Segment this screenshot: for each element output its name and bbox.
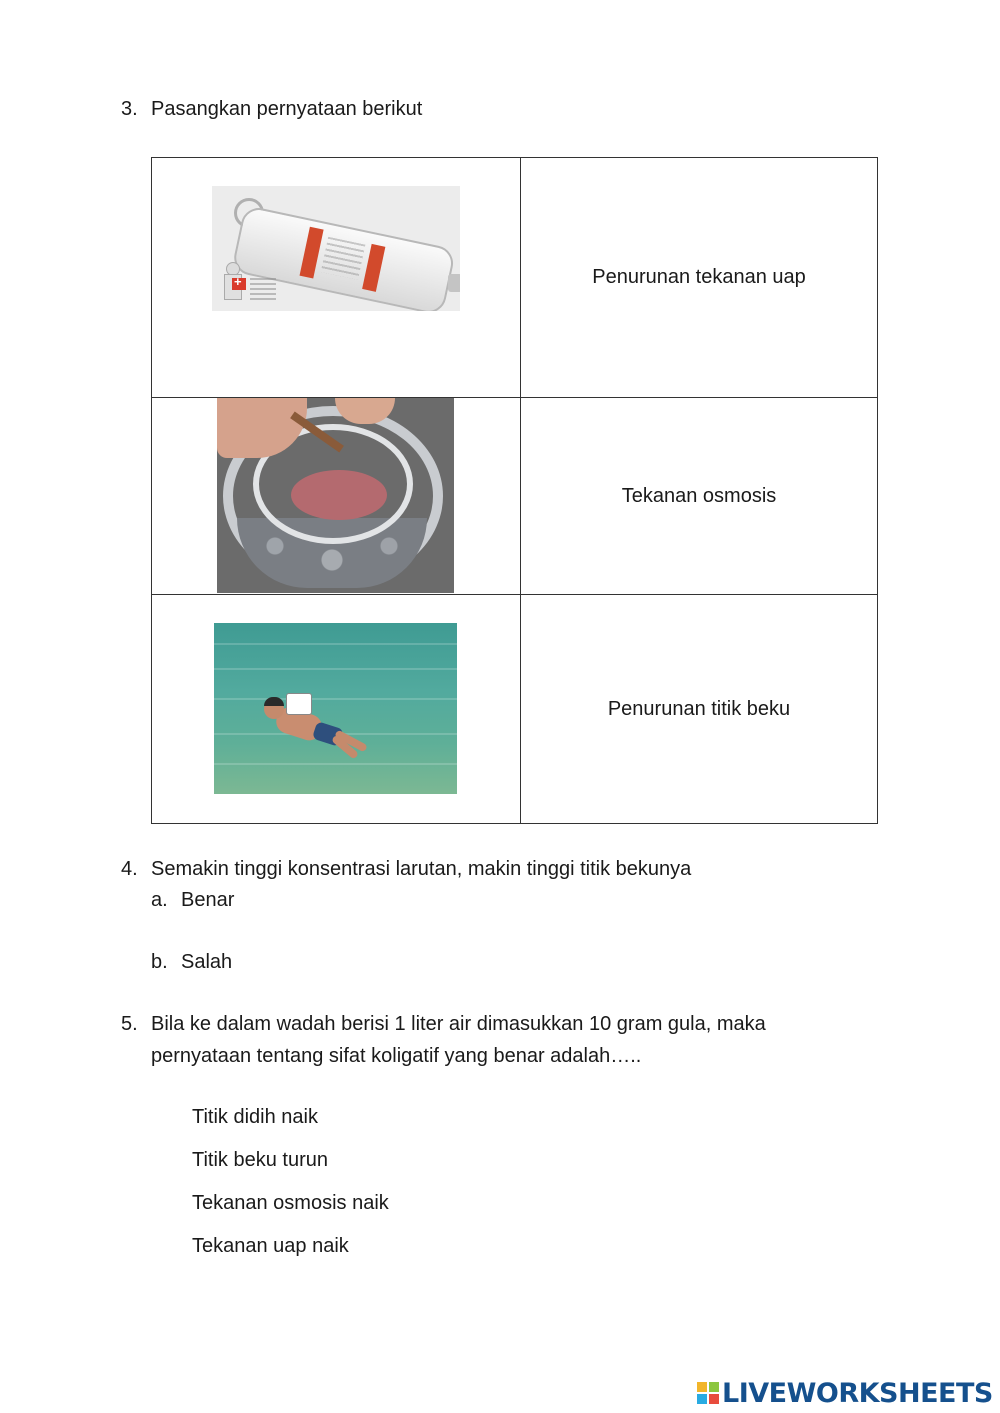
question-3-text: Pasangkan pernyataan berikut bbox=[151, 98, 423, 120]
liveworksheets-logo[interactable] bbox=[697, 1378, 993, 1408]
question-5-text-line2: pernyataan tentang sifat koligatif yang benar adalah….. bbox=[151, 1045, 642, 1067]
matching-table bbox=[151, 157, 878, 824]
image-cell bbox=[152, 398, 521, 594]
ice-cream-pot-icon bbox=[217, 398, 454, 593]
image-caption bbox=[250, 278, 276, 300]
question-3-number: 3. bbox=[121, 98, 138, 120]
logo-text: LIVEWORKSHEETS bbox=[722, 1377, 993, 1409]
matching-row bbox=[152, 595, 877, 823]
matching-row bbox=[152, 158, 877, 398]
label-cell[interactable] bbox=[521, 398, 877, 594]
infusion-bag-icon bbox=[212, 186, 460, 311]
q5-option-4[interactable]: Tekanan uap naik bbox=[192, 1235, 349, 1257]
q5-option-1[interactable]: Titik didih naik bbox=[192, 1106, 318, 1128]
q5-option-3[interactable]: Tekanan osmosis naik bbox=[192, 1192, 389, 1214]
label-cell[interactable] bbox=[521, 158, 877, 397]
floating-sea-icon bbox=[214, 623, 457, 794]
option-a-letter: a. bbox=[151, 889, 168, 911]
option-b-text[interactable]: Salah bbox=[181, 951, 233, 973]
row-3-label: Penurunan titik beku bbox=[607, 697, 791, 720]
question-4-text: Semakin tinggi konsentrasi larutan, makin tinggi titik bekunya bbox=[151, 858, 692, 880]
row-2-label: Tekanan osmosis bbox=[621, 484, 777, 507]
question-5-number: 5. bbox=[121, 1013, 138, 1035]
option-a-text[interactable]: Benar bbox=[181, 889, 235, 911]
label-cell[interactable] bbox=[521, 595, 877, 823]
option-b-letter: b. bbox=[151, 951, 168, 973]
question-4-number: 4. bbox=[121, 858, 138, 880]
question-5-text-line1: Bila ke dalam wadah berisi 1 liter air dimasukkan 10 gram gula, maka bbox=[151, 1013, 766, 1035]
image-cell bbox=[152, 595, 521, 823]
row-1-label: Penurunan tekanan uap bbox=[592, 266, 806, 288]
matching-row bbox=[152, 398, 877, 595]
image-cell bbox=[152, 158, 521, 397]
q5-option-2[interactable]: Titik beku turun bbox=[192, 1149, 328, 1171]
logo-mark-icon bbox=[697, 1382, 719, 1404]
